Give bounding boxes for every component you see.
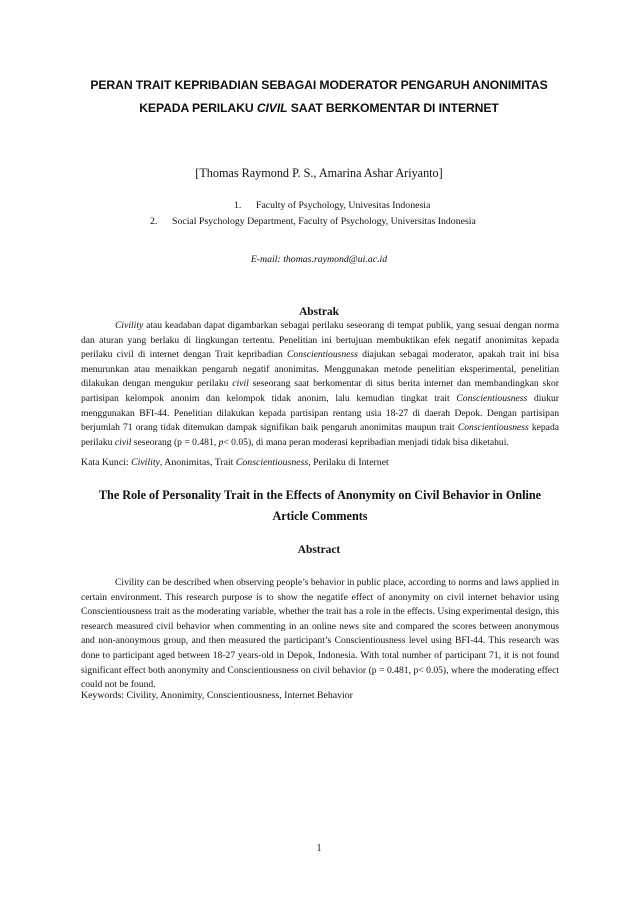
abstract-heading: Abstract [297, 544, 341, 556]
kata-kunci [81, 457, 389, 468]
english-title-line-2: Article Comments [272, 509, 368, 523]
title-line-2-italic: CIVIL [256, 101, 288, 115]
kata-kunci-mid: , Anonimitas, Trait [159, 457, 236, 468]
abstrak-text-2: diajukan sebagai moderator, apakah trait ini bisa menurunkan atau menaikkan pengaruh negatif anonimitas. Menggunakan metode penelitian eksperimental, penelitian dilakukan dengan mengukur perilaku [81, 349, 559, 390]
abstrak-term-conscientiousness-3: Conscientiousness [457, 422, 529, 434]
abstrak-term-civil-1: civil [232, 378, 249, 390]
english-title [82, 485, 558, 527]
affiliation-1 [234, 200, 430, 211]
abstrak-text-3: seseorang saat berkomentar di situs berita internet dan membandingkan skor partisipan kelompok anonim dan kelompok tidak anonim, lalu kemudian tingkat trait [81, 378, 559, 404]
affiliation-2-text: Social Psychology Department, Faculty of Psychology, Universitas Indonesia [172, 216, 476, 227]
abstrak-text-6: seseorang (p = 0.481, [131, 436, 219, 448]
affiliation-2 [150, 216, 476, 227]
author-email: E-mail: thomas.raymond@ui.ac.id [250, 254, 388, 265]
title-line-2-post: SAAT BERKOMENTAR DI INTERNET [287, 101, 499, 115]
paper-title [60, 74, 578, 120]
abstrak-text-7: < 0.05), di mana peran moderasi kepribadian menjadi tidak bisa diketahui. [223, 436, 509, 448]
abstrak-term-conscientiousness-2: Conscientiousness [456, 392, 528, 404]
english-title-line-1: The Role of Personality Trait in the Effects of Anonymity on Civil Behavior in Online [98, 488, 542, 502]
affiliation-2-number: 2. [150, 216, 158, 227]
kata-kunci-conscientiousness: Conscientiousness [235, 457, 309, 468]
affiliation-1-text: Faculty of Psychology, Univesitas Indonesia [256, 200, 431, 211]
abstract-body: Civility can be described when observing people’s behavior in public place, according to norms and laws applied in certain environment. This research purpose is to show the negatife effect of anonymity on civil internet behavior using Conscientiousness trait as the moderating variable, whether the trait has a role in the effects. Using experimental design, this research measured civil behavior when commenting in an online news site and compared the scores between anonymous and non-anonymous group, and then measured the participant’s Conscientiousness level using BFI-44. This research was done to participant aged between 18-27 years-old in Depok, Indonesia. With total number of participant 71, it is not found significant effect both anonymity and Conscientiousness on civil behavior (p = 0.481, p< 0.05), where the moderating effect could not be found. [81, 577, 559, 691]
abstrak-text-5: kepada perilaku [81, 422, 559, 448]
keywords: Keywords: Civility, Anonimity, Conscientiousness, Internet Behavior [81, 690, 353, 701]
authors: [Thomas Raymond P. S., Amarina Ashar Ariyanto] [195, 166, 443, 180]
affiliation-1-number: 1. [234, 200, 242, 211]
page-number: 1 [316, 843, 322, 854]
abstrak-term-p: p [218, 436, 224, 448]
title-line-2-pre: KEPADA PERILAKU [139, 101, 257, 115]
abstrak-term-civility: Civility [115, 320, 144, 331]
abstrak-term-conscientiousness-1: Conscientiousness [287, 349, 358, 361]
title-line-1: PERAN TRAIT KEPRIBADIAN SEBAGAI MODERATOR PENGARUH ANONIMITAS [90, 78, 548, 92]
abstrak-text-1: atau keadaban dapat digambarkan sebagai perilaku seseorang di tempat publik, yang sesuai dengan norma dan aturan yang berlaku di lingkungan tertentu. Penelitian ini bertujuan membuktikan efek negatif anonimitas kepada perilaku civil di internet dengan Trait kepribadian [81, 320, 559, 361]
abstrak-term-civil-2: civil [114, 436, 132, 448]
kata-kunci-civility: Civility [131, 457, 160, 468]
title-line-2 [60, 97, 578, 120]
abstrak-body [81, 319, 559, 450]
kata-kunci-post: , Perilaku di Internet [308, 457, 389, 468]
abstrak-heading: Abstrak [299, 306, 339, 318]
abstrak-text-4: diukur menggunakan BFI-44. Penelitian dilakukan kepada partisipan rentang usia 18-27 di daerah Depok. Dengan partisipan berjumlah 71 orang tidak ditemukan dampak signifikan baik pengaruh anonimitas maupun trait [81, 392, 559, 434]
kata-kunci-label: Kata Kunci: [81, 457, 132, 468]
